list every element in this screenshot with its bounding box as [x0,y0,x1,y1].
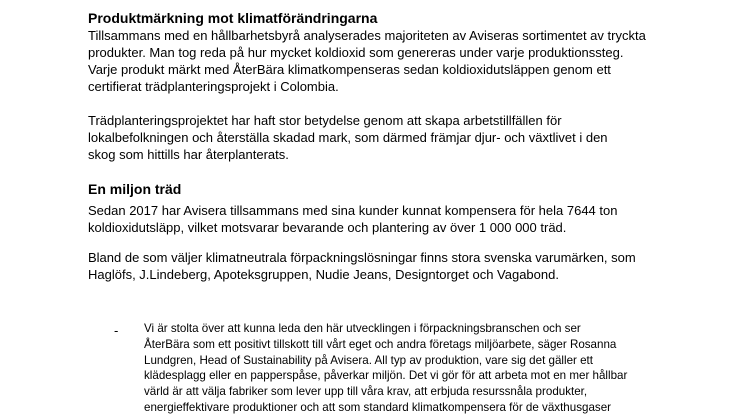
section-heading-million-trees: En miljon träd [88,181,182,197]
text-line: Haglöfs, J.Lindeberg, Apoteksgruppen, Nudie Jeans, Designtorget och Vagabond. [88,267,559,282]
text-line: Varje produkt märkt med ÅterBära klimatkompenseras sedan koldioxidutsläppen genom ett [88,62,611,77]
paragraph-tree-planting-project [88,112,608,163]
section-heading-product-labeling: Produktmärkning mot klimatförändringarna [88,10,378,26]
text-line: Sedan 2017 har Avisera tillsammans med sina kunder kunnat kompensera för hela 7644 ton [88,203,618,218]
text-line: energieffektivare produktioner och att som standard klimatkompensera för de växthusgaser [144,400,612,414]
paragraph-brands [88,249,636,283]
paragraph-compensation-stats [88,202,617,236]
quote-bullet: - [114,323,119,338]
text-line: klädesplagg eller en papperspåse, påverkar miljön. Det vi gör för att arbeta mot en mer hållbar [144,369,628,383]
paragraph-product-analysis [88,27,646,95]
text-line: Trädplanteringsprojektet har haft stor betydelse genom att skapa arbetstillfällen för [88,113,562,128]
text-line: lokalbefolkningen och återställa skadad mark, som därmed främjar djur- och växtlivet i den [88,130,608,145]
text-line: Vi är stolta över att kunna leda den här utvecklingen i förpackningsbranschen och ser [144,322,581,335]
quote-block [144,321,627,416]
text-line: certifierat trädplanteringsprojekt i Colombia. [88,79,339,94]
text-line: ÅterBära som ett positivt tillskott till vårt eget och andra företags miljöarbete, säger Rosanna [144,337,617,351]
text-line: produkter. Man tog reda på hur mycket koldioxid som genereras under varje produktionssteg. [88,45,624,60]
text-line: koldioxidutsläpp, vilket motsvarar bevarande och plantering av över 1 000 000 träd. [88,220,567,235]
text-line: Bland de som väljer klimatneutrala förpackningslösningar finns stora svenska varumärken, som [88,250,636,265]
text-line: Lundgren, Head of Sustainability på Avisera. All typ av produktion, vare sig det gäller ett [144,353,593,367]
text-line: värld är att välja fabriker som lever upp till våra krav, att erbjuda resurssnåla produkter, [144,385,588,399]
text-line: skog som hittills har återplanterats. [88,147,289,162]
text-line: Tillsammans med en hållbarhetsbyrå analyserades majoriteten av Aviseras sortimentet av tryckta [88,28,646,43]
